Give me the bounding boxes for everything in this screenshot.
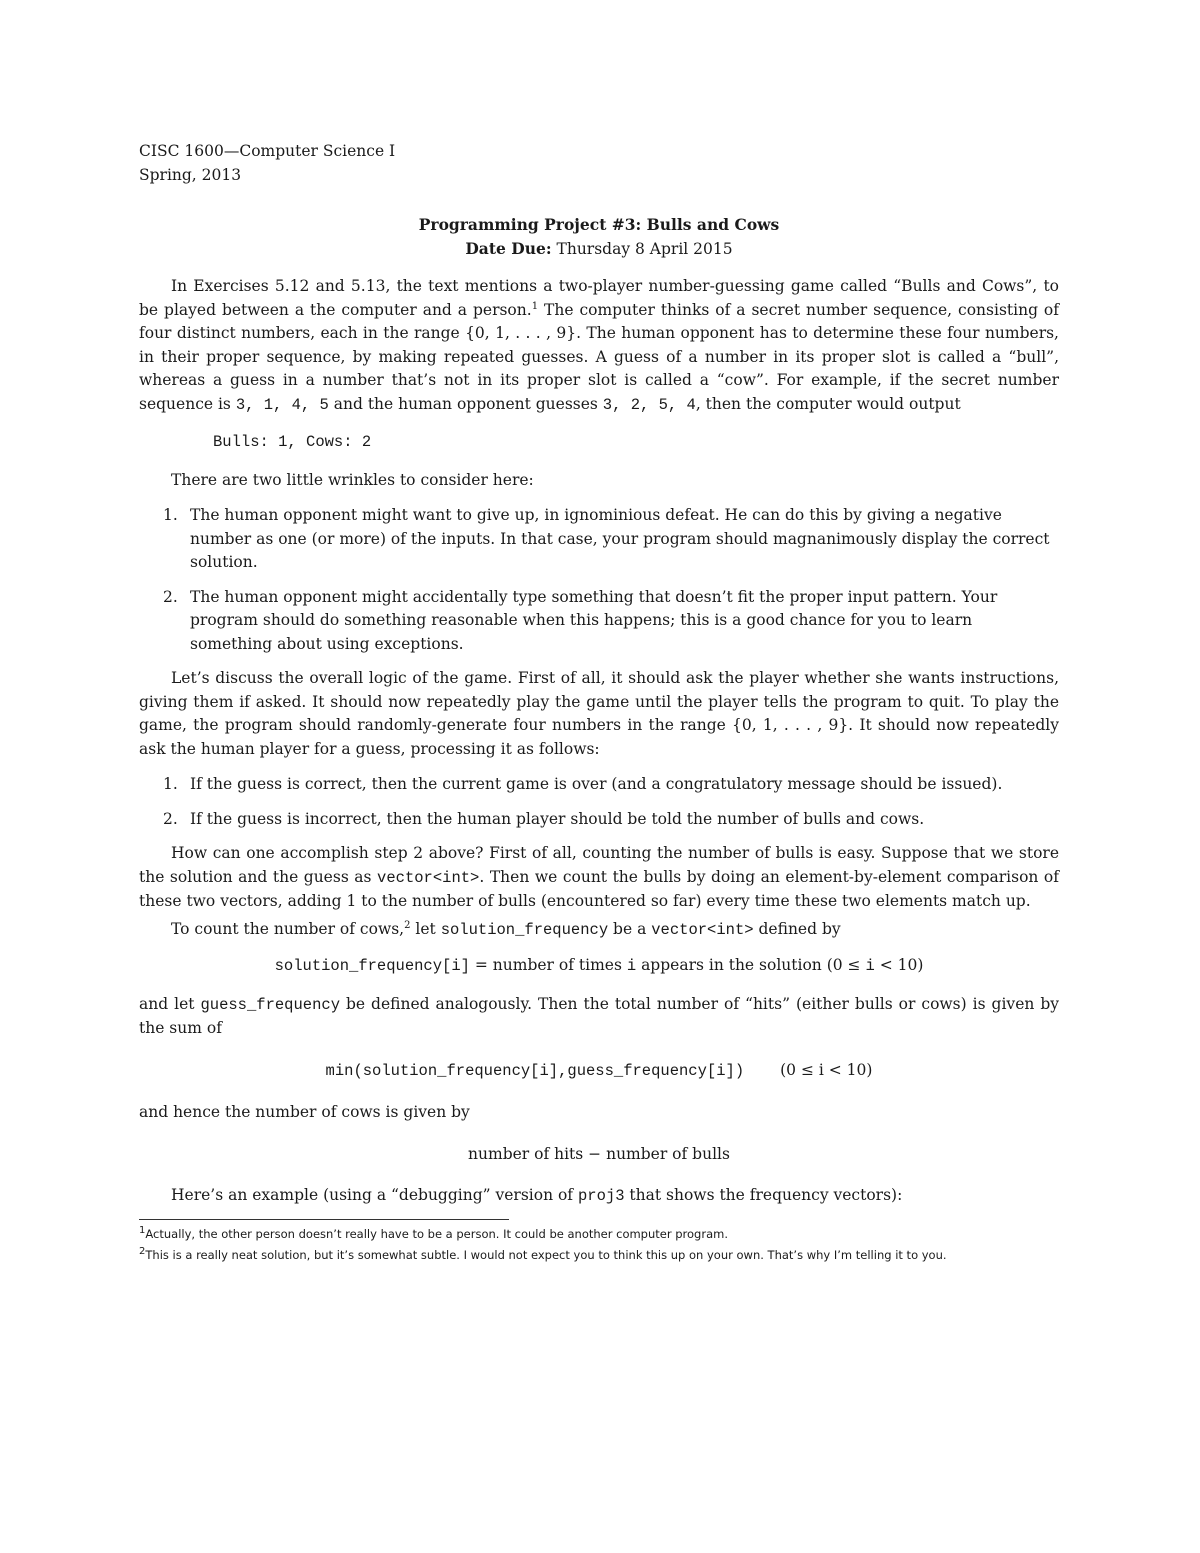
due-value: Thursday 8 April 2015 xyxy=(556,239,733,258)
footnote-rule xyxy=(139,1219,509,1220)
intro-text-d: , then the computer would output xyxy=(695,394,961,413)
footnotes xyxy=(139,1219,1059,1266)
cows-text-d: defined by xyxy=(753,919,841,938)
bulls-text-a: How can one accomplish step 2 above? First of all, counting the number of bulls is easy. Suppose that we store the solution and the guess as xyxy=(139,844,1059,886)
footnote-number: 2 xyxy=(139,1245,146,1257)
footnote-ref-2: 2 xyxy=(404,919,411,931)
list-text: The human opponent might accidentally type something that doesn’t fit the proper input pattern. Your program should do something reasonable when this happens; this is a good chance for you to learn something about using exceptions. xyxy=(190,587,998,653)
definition-text-b: appears in the solution (0 ≤ xyxy=(636,956,866,974)
definition-equation xyxy=(139,954,1059,979)
list-number: 2. xyxy=(163,587,178,606)
intro-text-b: The computer thinks of a secret number sequence, consisting of four distinct numbers, each in the range {0, 1, . . . , 9}. The human opponent has to determine these four numbers, in their proper sequence, by making repeated guesses. A guess of a number in its proper slot is called a “bull”, whereas a guess in a number that’s not in its proper slot is called a “cow”. For example, if the secret number sequence is xyxy=(139,300,1060,413)
list-number: 1. xyxy=(163,506,178,524)
guess-paragraph xyxy=(139,993,1059,1041)
list-item xyxy=(139,808,1059,832)
sample-output: Bulls: 1, Cows: 2 xyxy=(213,433,372,451)
solution-frequency-code: solution_frequency xyxy=(440,920,609,939)
due-label: Date Due: xyxy=(465,238,552,258)
wrinkles-list xyxy=(139,504,1059,656)
footnote-text: Actually, the other person doesn’t really have to be a person. It could be another computer program. xyxy=(145,1226,728,1241)
definition-text-c: < 10) xyxy=(874,956,924,974)
list-number: 1. xyxy=(163,775,178,793)
list-item xyxy=(139,773,1059,797)
list-item xyxy=(139,586,1059,657)
cows-formula: number of hits − number of bulls xyxy=(468,1144,730,1163)
guess-text-b: be defined analogously. Then the total number of “hits” (either bulls or cows) is given by the sum of xyxy=(139,994,1060,1037)
logic-paragraph: Let’s discuss the overall logic of the game. First of all, it should ask the player whether she wants instructions, giving them if asked. It should now repeatedly play the game until the player tells the program to quit. To play the game, the program should randomly-generate four numbers in the range {0, 1, . . . , 9}. It should now repeatedly ask the human player for a guess, processing it as follows: xyxy=(139,669,1059,758)
min-range: (0 ≤ i < 10) xyxy=(780,1060,873,1079)
bulls-paragraph xyxy=(139,842,1059,914)
footnote-ref-1: 1 xyxy=(531,300,539,312)
cows-text-a: To count the number of cows, xyxy=(171,919,405,938)
hence-text: and hence the number of cows is given by xyxy=(139,1103,470,1121)
index-variable: i xyxy=(865,957,875,975)
project-title: Programming Project #3: Bulls and Cows xyxy=(418,215,780,234)
list-text: If the guess is correct, then the current game is over (and a congratulatory message should be issued). xyxy=(190,775,1003,793)
definition-text-a: = number of times xyxy=(469,956,627,974)
guess-frequency-code: guess_frequency xyxy=(200,995,340,1014)
cows-text-c: be a xyxy=(608,919,652,938)
min-formula: min(solution_frequency[i],guess_frequency[i]) xyxy=(325,1061,745,1080)
intro-text-c: and the human opponent guesses xyxy=(328,394,603,413)
footnote-number: 1 xyxy=(139,1224,146,1236)
cows-paragraph xyxy=(139,918,1059,943)
bulls-text-b: . Then we count the bulls by doing an element-by-element comparison of these two vectors, adding 1 to the number of bulls (encountered so far) every time these two elements match up. xyxy=(139,867,1059,910)
course-name: CISC 1600—Computer Science I xyxy=(139,142,396,160)
example-paragraph xyxy=(139,1184,1059,1209)
document-page xyxy=(139,140,1059,1266)
list-number: 2. xyxy=(163,809,178,828)
intro-paragraph xyxy=(139,275,1059,417)
footnote-text: This is a really neat solution, but it’s somewhat subtle. I would not expect you to think this up on your own. That’s why I’m telling it to you. xyxy=(145,1247,947,1262)
term: Spring, 2013 xyxy=(139,165,242,184)
secret-sequence: 3, 1, 4, 5 xyxy=(235,395,329,414)
proj3-code: proj3 xyxy=(577,1187,625,1205)
list-text: The human opponent might want to give up, in ignominious defeat. He can do this by giving a negative number as one (or more) of the inputs. In that case, your program should magnanimously display the correct solution. xyxy=(190,506,1050,571)
list-text: If the guess is incorrect, then the human player should be told the number of bulls and cows. xyxy=(190,809,925,828)
min-equation xyxy=(139,1059,1059,1084)
guess-sequence: 3, 2, 5, 4 xyxy=(602,395,696,414)
footnote-2 xyxy=(139,1245,1059,1266)
footnote-1 xyxy=(139,1224,1059,1245)
due-date xyxy=(139,237,1059,262)
vector-code: vector<int> xyxy=(377,868,480,887)
cows-text-b: let xyxy=(410,919,441,938)
example-text-b: that shows the frequency vectors): xyxy=(624,1186,903,1204)
steps-list xyxy=(139,773,1059,831)
index-variable: i xyxy=(626,957,637,975)
wrinkles-intro: There are two little wrinkles to consider here: xyxy=(171,470,534,489)
guess-text-a: and let xyxy=(139,994,201,1013)
list-item xyxy=(139,504,1059,575)
example-text-a: Here’s an example (using a “debugging” version of xyxy=(171,1186,578,1204)
title-block xyxy=(139,213,1059,261)
intro-text-a: In Exercises 5.12 and 5.13, the text mentions a two-player number-guessing game called “Bulls and Cows”, to be played between a the computer and a person. xyxy=(139,277,1059,319)
vector-code: vector<int> xyxy=(651,920,754,939)
definition-code: solution_frequency[i] xyxy=(274,957,470,975)
